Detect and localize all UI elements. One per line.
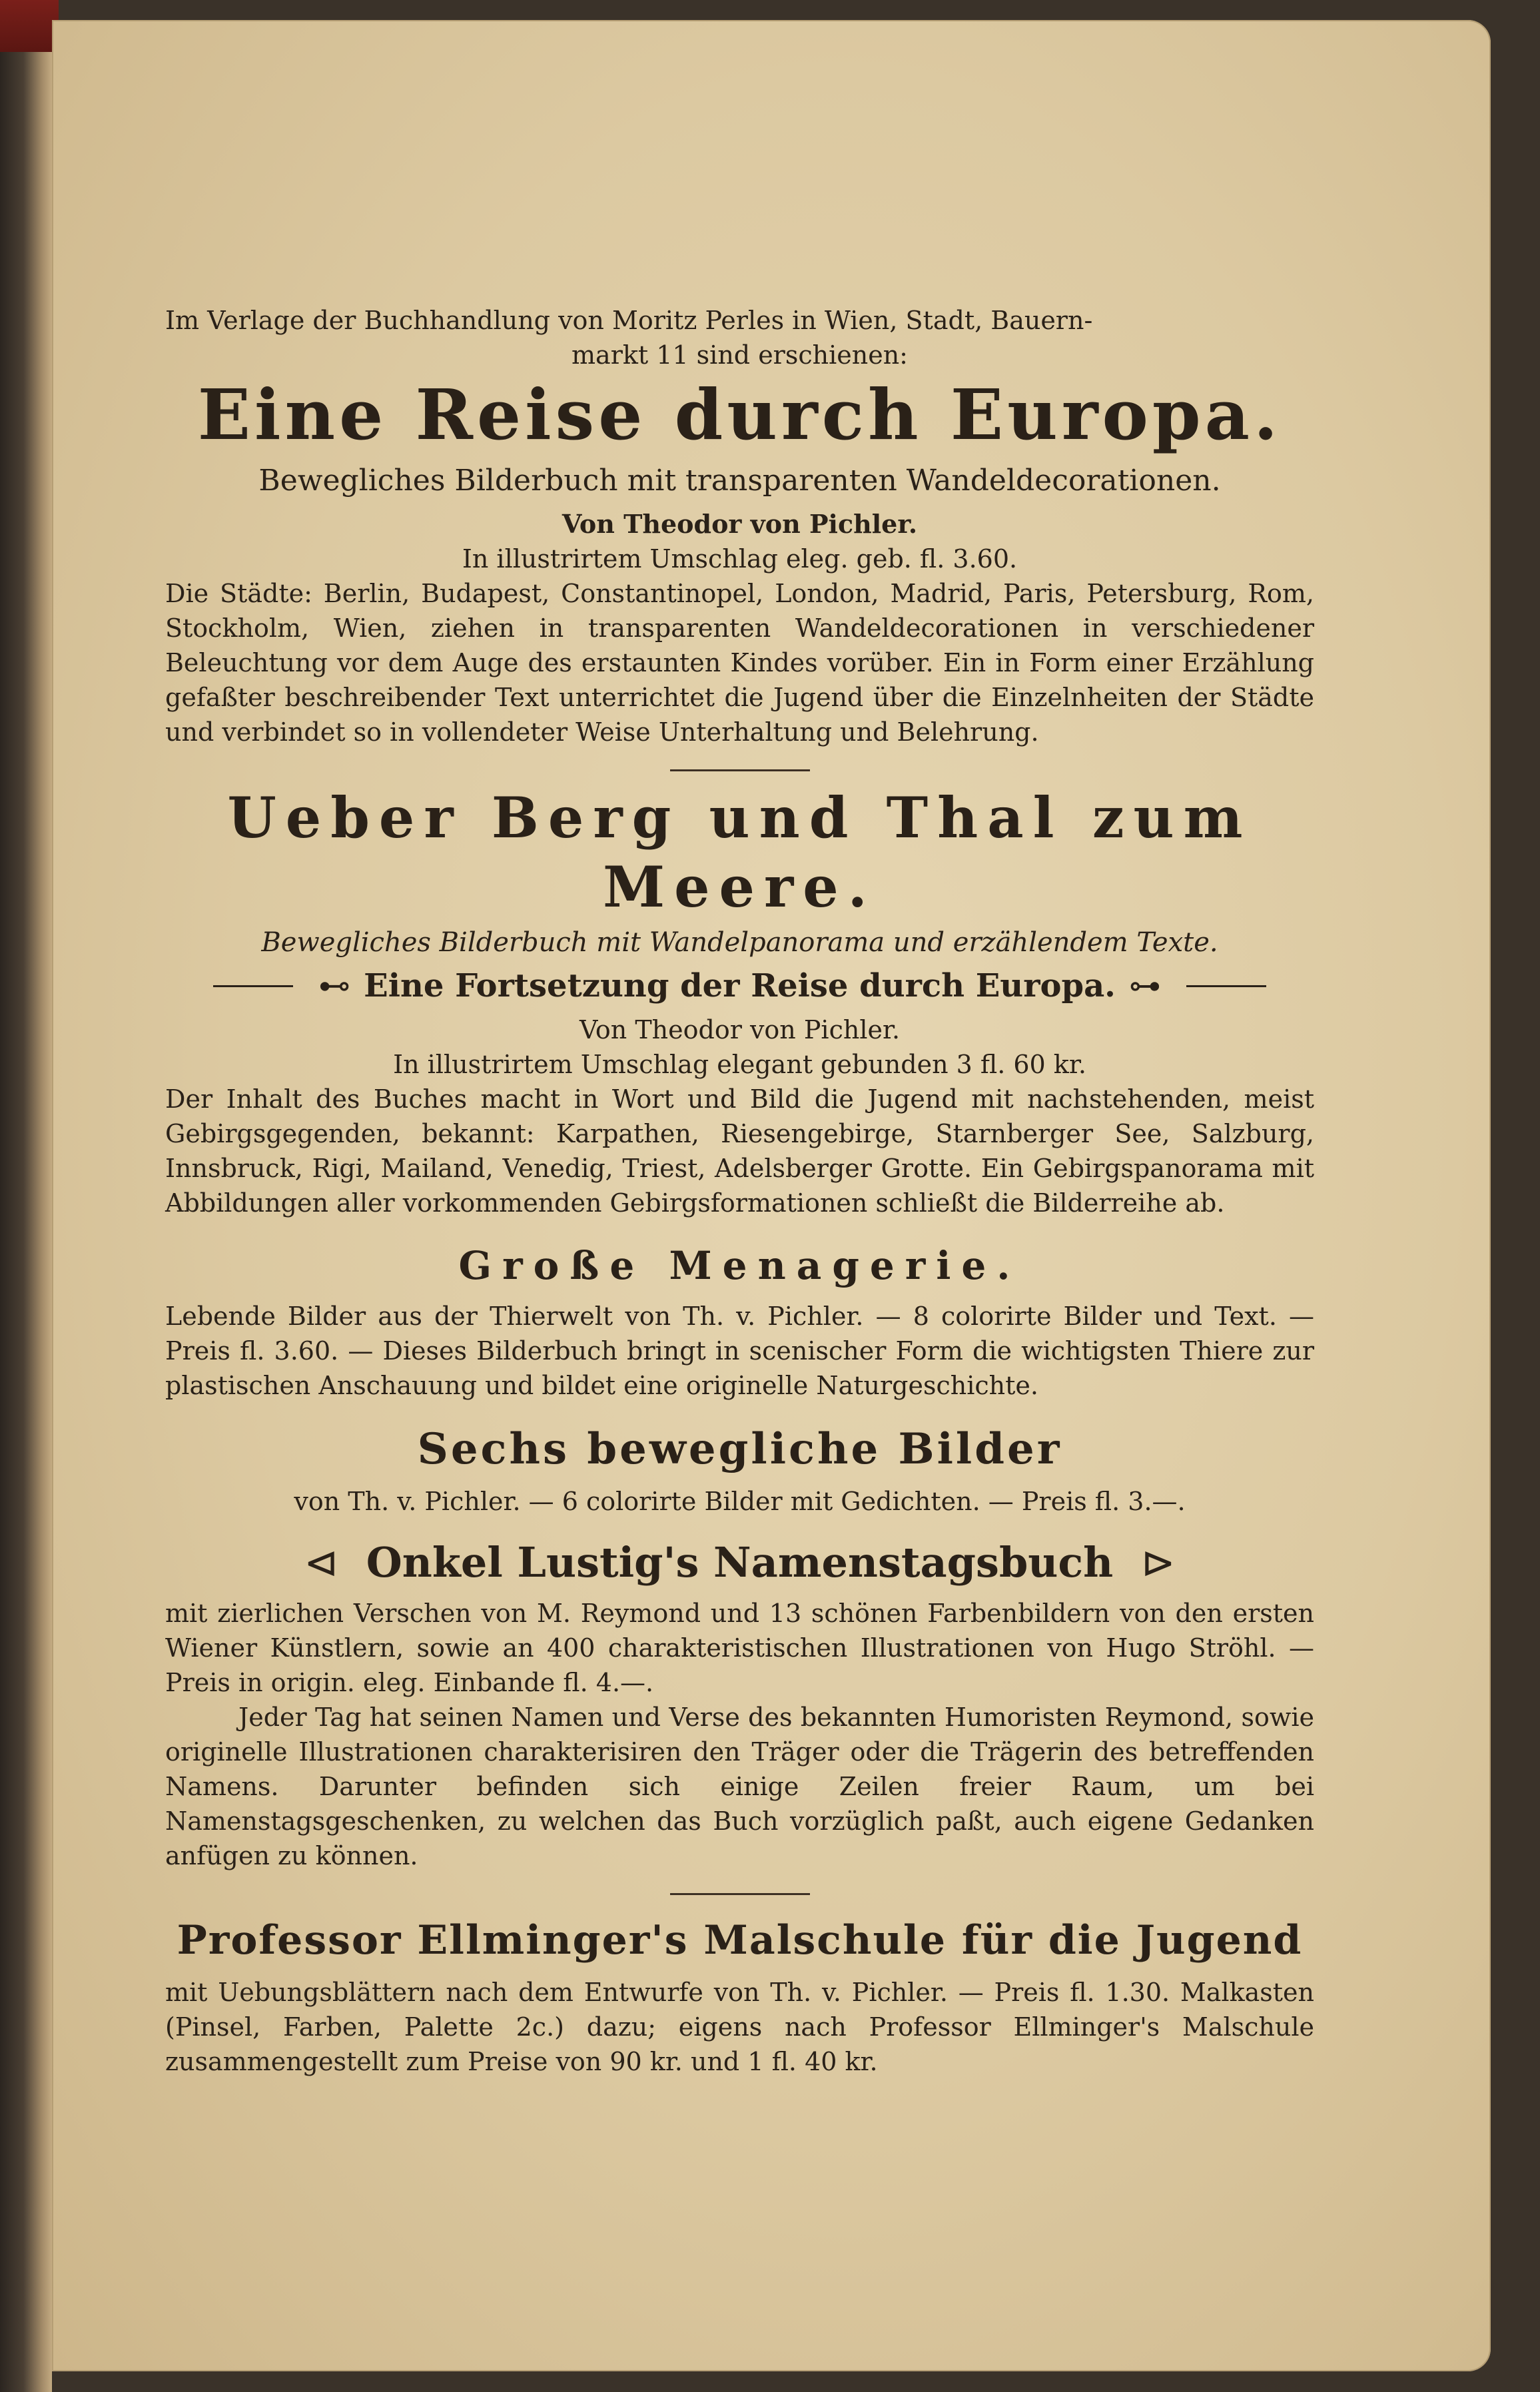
book-description: Der Inhalt des Buches macht in Wort und Bild die Jugend mit nachstehenden, meist Gebirgsgegenden, bekannt: Karpathen, Riesengebirge, Starnberger See, Salzburg, Innsbruck, Rigi, Mailand, Venedig, Triest, Adelsberger Grotte. Ein Gebirgspanorama mit Abbildungen aller vorkommenden Gebirgsformationen schließt die Bilderreihe ab.	[165, 1084, 1314, 1218]
book-description: mit zierlichen Verschen von M. Reymond und 13 schönen Farbenbildern von den ersten Wiener Künstlern, sowie an 400 charakteristischen Illustrationen von Hugo Ströhl. — Preis in origin. eleg. Einbande fl. 4.—.	[165, 1599, 1314, 1697]
document-page	[52, 20, 1491, 2371]
book-entry-sechs-bewegliche-bilder	[165, 1420, 1314, 1519]
book-title: Eine Reise durch Europa.	[197, 374, 1282, 456]
book-spine	[0, 0, 52, 2392]
right-dash-rule	[1186, 985, 1266, 987]
left-dash-rule	[213, 985, 293, 987]
book-title: Professor Ellminger's Malschule für die Jugend	[177, 1917, 1303, 1964]
book-description: Lebende Bilder aus der Thierwelt von Th. v. Pichler. — 8 colorirte Bilder und Text. — Preis fl. 3.60. — Dieses Bilderbuch bringt in scenischer Form die wichtigsten Thiere zur plastischen Anschauung und bildet eine originelle Naturgeschichte.	[165, 1302, 1314, 1400]
intro-line-1: Im Verlage der Buchhandlung von Moritz Perles in Wien, Stadt, Bauern-	[165, 306, 1093, 335]
book-entry-grosse-menagerie	[165, 1238, 1314, 1403]
publisher-intro	[165, 303, 1314, 372]
continuation-text: Eine Fortsetzung der Reise durch Europa.	[364, 967, 1116, 1004]
left-hand-ornament-icon: ⊲	[304, 1538, 339, 1587]
book-entry-reise-durch-europa	[165, 375, 1314, 749]
continuation-line	[165, 965, 1314, 1007]
section-divider	[670, 769, 810, 771]
book-title: Onkel Lustig's Namenstagsbuch	[366, 1538, 1114, 1587]
book-paragraph-2: Jeder Tag hat seinen Namen und Verse des bekannten Humoristen Reymond, sowie originelle Illustrationen charakterisiren den Träger oder die Trägerin des betreffenden Namens. Darunter befinden sich einige Zeilen freier Raum, um bei Namenstagsgeschenken, zu welchen das Buch vorzüglich paßt, auch eigene Gedanken anfügen zu können.	[165, 1703, 1314, 1870]
book-entry-ueber-berg-und-thal	[165, 783, 1314, 1220]
intro-line-2: markt 11 sind erschienen:	[572, 340, 908, 370]
book-subtitle: Bewegliches Bilderbuch mit transparenten Wandeldecorationen.	[258, 464, 1221, 498]
book-price: In illustrirtem Umschlag eleg. geb. fl. 3.60.	[462, 544, 1018, 574]
section-divider	[670, 1893, 810, 1895]
book-description: mit Uebungsblättern nach dem Entwurfe von Th. v. Pichler. — Preis fl. 1.30. Malkasten (Pinsel, Farben, Palette 2c.) dazu; eigens nach Professor Ellminger's Malschule zusammengestellt zum Preise von 90 kr. und 1 fl. 40 kr.	[165, 1978, 1314, 2076]
book-author: Von Theodor von Pichler.	[562, 509, 918, 539]
book-title: Sechs bewegliche Bilder	[417, 1424, 1062, 1474]
book-entry-malschule	[165, 1910, 1314, 2079]
spine-binding-corner	[0, 0, 59, 52]
right-ornament-icon: ⊶	[1128, 967, 1161, 1004]
book-title: Ueber Berg und Thal zum Meere.	[227, 785, 1252, 920]
book-description: von Th. v. Pichler. — 6 colorirte Bilder mit Gedichten. — Preis fl. 3.—.	[294, 1487, 1186, 1516]
book-subtitle: Bewegliches Bilderbuch mit Wandelpanorama und erzählendem Texte.	[261, 927, 1218, 958]
page-content	[165, 303, 1314, 2079]
book-title: Große Menagerie.	[458, 1243, 1021, 1288]
book-title-row	[165, 1533, 1314, 1592]
right-hand-ornament-icon: ⊳	[1140, 1538, 1176, 1587]
left-ornament-icon: ⊷	[318, 967, 351, 1004]
book-price: In illustrirtem Umschlag elegant gebunden 3 fl. 60 kr.	[393, 1050, 1086, 1079]
book-author: Von Theodor von Pichler.	[579, 1015, 901, 1044]
book-description: Die Städte: Berlin, Budapest, Constantinopel, London, Madrid, Paris, Petersburg, Rom, Stockholm, Wien, ziehen in transparenten Wandeldecorationen in verschiedener Beleuchtung vor dem Auge des erstaunten Kindes vorüber. Ein in Form einer Erzählung gefaßter beschreibender Text unterrichtet die Jugend über die Einzelnheiten der Städte und verbindet so in vollendeter Weise Unterhaltung und Belehrung.	[165, 579, 1314, 747]
book-entry-namenstagsbuch	[165, 1533, 1314, 1873]
